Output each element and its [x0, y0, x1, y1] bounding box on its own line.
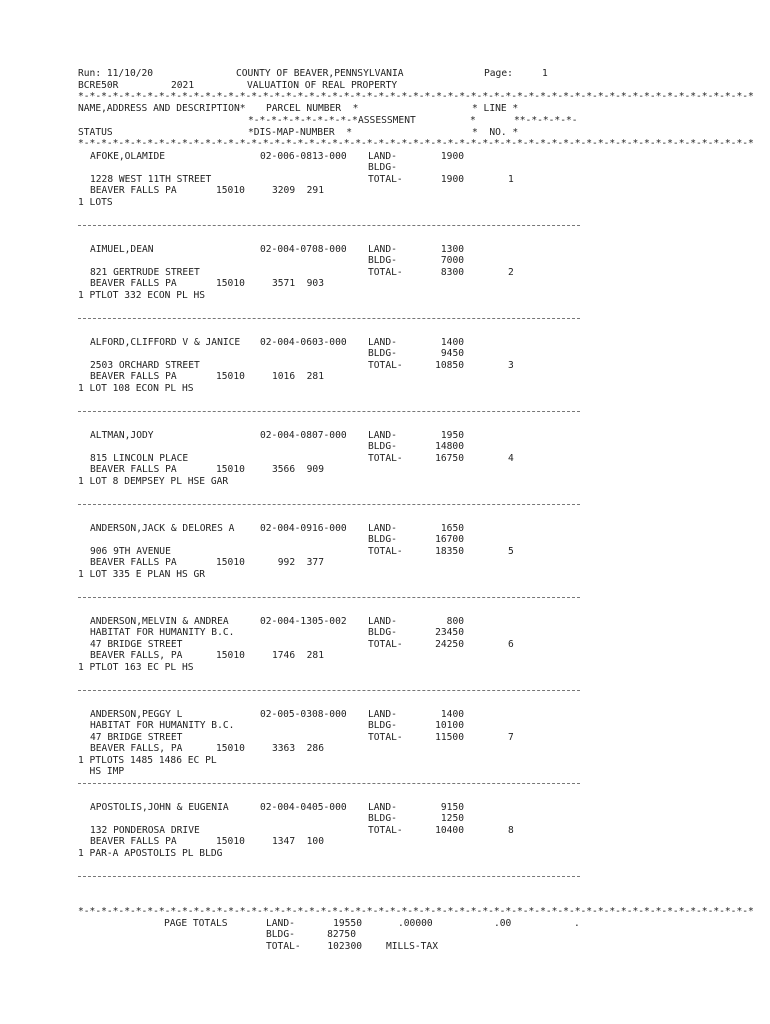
total-label: TOTAL- [368, 732, 403, 743]
assessment-star: * [470, 115, 476, 126]
record-total: 10400 [435, 825, 464, 836]
line-separator: **-*-*-*-*- [514, 115, 578, 126]
star-rule-top: *-*-*-*-*-*-*-*-*-*-*-*-*-*-*-*-*-*-*-*-*-*-*-*-*-*-*-*-*-*-*-*-*-*-*-*-*-*-*-*-*-*-*-*-*-*-*-*-*-*-*-*-*-*-*-*-*-*-* [78, 91, 754, 102]
record-bldg: 7000 [440, 255, 464, 266]
totals-bldg: 82750 [327, 929, 356, 940]
totals-total-label: TOTAL- [266, 941, 301, 952]
record-total: 24250 [435, 639, 464, 650]
total-label: TOTAL- [368, 360, 403, 371]
star-rule-header: *-*-*-*-*-*-*-*-*-*-*-*-*-*-*-*-*-*-*-*-*-*-*-*-*-*-*-*-*-*-*-*-*-*-*-*-*-*-*-*-*-*-*-*-*-*-*-*-*-*-*-*-*-*-*-*-*-*-* [78, 138, 754, 149]
record-land: 1900 [440, 151, 464, 162]
land-label: LAND- [368, 337, 397, 348]
record-total: 8300 [440, 267, 464, 278]
page-number: 1 [542, 68, 548, 79]
report-year: 2021 [171, 80, 195, 91]
record-city: BEAVER FALLS PA [90, 836, 177, 847]
record-bldg: 23450 [435, 627, 464, 638]
record-city: BEAVER FALLS PA [90, 185, 177, 196]
record-parcel: 02-004-0916-000 [260, 523, 347, 534]
record-total: 10850 [435, 360, 464, 371]
record-divider [78, 318, 580, 319]
page-label: Page: [484, 68, 513, 79]
star-rule-bottom: *-*-*-*-*-*-*-*-*-*-*-*-*-*-*-*-*-*-*-*-*-*-*-*-*-*-*-*-*-*-*-*-*-*-*-*-*-*-*-*-*-*-*-*-*-*-*-*-*-*-*-*-*-*-*-*-*-*-* [78, 906, 754, 917]
total-label: TOTAL- [368, 546, 403, 557]
report-title: VALUATION OF REAL PROPERTY [247, 80, 398, 91]
record-city: BEAVER FALLS PA [90, 371, 177, 382]
record-bldg: 10100 [435, 720, 464, 731]
record-name: ANDERSON,MELVIN & ANDREA [90, 616, 229, 627]
record-zip: 15010 [216, 743, 245, 754]
record-desc1: 1 PTLOT 332 ECON PL HS [78, 290, 206, 301]
record-addr2: 2503 ORCHARD STREET [90, 360, 200, 371]
record-desc1: 1 LOT 108 ECON PL HS [78, 383, 194, 394]
record-parcel: 02-004-1305-002 [260, 616, 347, 627]
record-land: 1400 [440, 337, 464, 348]
tax-amount: .00 [494, 918, 512, 929]
record-map: 3566 909 [272, 464, 324, 475]
record-name: ANDERSON,PEGGY L [90, 709, 183, 720]
record-total: 11500 [435, 732, 464, 743]
total-label: TOTAL- [368, 825, 403, 836]
record-addr2: 132 PONDEROSA DRIVE [90, 825, 200, 836]
record-zip: 15010 [216, 650, 245, 661]
record-addr2: 1228 WEST 11TH STREET [90, 174, 212, 185]
record-land: 800 [446, 616, 464, 627]
record-total: 18350 [435, 546, 464, 557]
record-line-number: 8 [508, 825, 514, 836]
mills-rate: .00000 [398, 918, 433, 929]
record-divider [78, 504, 580, 505]
record-map: 1746 281 [272, 650, 324, 661]
record-divider [78, 690, 580, 691]
totals-land-label: LAND- [266, 918, 295, 929]
total-label: TOTAL- [368, 174, 403, 185]
record-desc1: 1 PAR-A APOSTOLIS PL BLDG [78, 848, 223, 859]
county-title: COUNTY OF BEAVER,PENNSYLVANIA [236, 68, 404, 79]
land-label: LAND- [368, 430, 397, 441]
record-name: APOSTOLIS,JOHN & EUGENIA [90, 802, 229, 813]
run-date: Run: 11/10/20 [78, 68, 154, 79]
record-name: ALTMAN,JODY [90, 430, 154, 441]
record-bldg: 9450 [440, 348, 464, 359]
record-zip: 15010 [216, 278, 245, 289]
column-assessment: ASSESSMENT [358, 115, 416, 126]
bldg-label: BLDG- [368, 348, 397, 359]
record-map: 1016 281 [272, 371, 324, 382]
record-desc1: 1 LOT 8 DEMPSEY PL HSE GAR [78, 476, 229, 487]
record-bldg: 1250 [440, 813, 464, 824]
record-name: AIMUEL,DEAN [90, 244, 154, 255]
record-land: 1400 [440, 709, 464, 720]
land-label: LAND- [368, 151, 397, 162]
record-city: BEAVER FALLS PA [90, 278, 177, 289]
totals-total: 102300 [327, 941, 362, 952]
report-code: BCRE50R [78, 80, 119, 91]
record-zip: 15010 [216, 185, 245, 196]
record-addr2: 47 BRIDGE STREET [90, 732, 183, 743]
bldg-label: BLDG- [368, 534, 397, 545]
land-label: LAND- [368, 244, 397, 255]
record-addr2: 906 9TH AVENUE [90, 546, 171, 557]
record-land: 1950 [440, 430, 464, 441]
record-parcel: 02-005-0308-000 [260, 709, 347, 720]
record-bldg: 16700 [435, 534, 464, 545]
record-city: BEAVER FALLS, PA [90, 650, 183, 661]
column-dis-map: *DIS-MAP-NUMBER * [248, 127, 352, 138]
record-line-number: 4 [508, 453, 514, 464]
record-parcel: 02-004-0708-000 [260, 244, 347, 255]
record-addr1: HABITAT FOR HUMANITY B.C. [90, 720, 235, 731]
record-bldg: 14800 [435, 441, 464, 452]
total-label: TOTAL- [368, 267, 403, 278]
record-desc1: 1 PTLOT 163 EC PL HS [78, 662, 194, 673]
column-name: NAME,ADDRESS AND DESCRIPTION* [78, 103, 246, 114]
column-status: STATUS [78, 127, 113, 138]
column-line: * LINE * [472, 103, 519, 114]
record-land: 9150 [440, 802, 464, 813]
bldg-label: BLDG- [368, 720, 397, 731]
totals-bldg-label: BLDG- [266, 929, 295, 940]
column-parcel: PARCEL NUMBER * [266, 103, 359, 114]
bldg-label: BLDG- [368, 441, 397, 452]
record-map: 1347 100 [272, 836, 324, 847]
record-addr2: 815 LINCOLN PLACE [90, 453, 189, 464]
record-line-number: 6 [508, 639, 514, 650]
mills-tax-label: MILLS-TAX [386, 941, 438, 952]
land-label: LAND- [368, 802, 397, 813]
record-line-number: 3 [508, 360, 514, 371]
record-zip: 15010 [216, 557, 245, 568]
record-city: BEAVER FALLS, PA [90, 743, 183, 754]
record-addr1: HABITAT FOR HUMANITY B.C. [90, 627, 235, 638]
record-zip: 15010 [216, 371, 245, 382]
record-city: BEAVER FALLS PA [90, 464, 177, 475]
record-divider [78, 876, 580, 877]
record-map: 3571 903 [272, 278, 324, 289]
record-divider [78, 411, 580, 412]
record-line-number: 5 [508, 546, 514, 557]
record-land: 1300 [440, 244, 464, 255]
record-desc1: 1 LOTS [78, 197, 113, 208]
record-desc1: 1 LOT 335 E PLAN HS GR [78, 569, 206, 580]
record-land: 1650 [440, 523, 464, 534]
record-desc1: 1 PTLOTS 1485 1486 EC PL [78, 755, 217, 766]
column-no: * NO. * [472, 127, 519, 138]
trailing-dot: . [574, 918, 580, 929]
bldg-label: BLDG- [368, 627, 397, 638]
record-name: AFOKE,OLAMIDE [90, 151, 166, 162]
totals-land: 19550 [333, 918, 362, 929]
record-line-number: 7 [508, 732, 514, 743]
record-desc2: HS IMP [78, 766, 125, 777]
total-label: TOTAL- [368, 639, 403, 650]
record-line-number: 2 [508, 267, 514, 278]
record-parcel: 02-004-0807-000 [260, 430, 347, 441]
star-separator: *-*-*-*-*-*-*-*-*-* [248, 115, 358, 126]
record-zip: 15010 [216, 464, 245, 475]
record-name: ANDERSON,JACK & DELORES A [90, 523, 235, 534]
page-totals-label: PAGE TOTALS [164, 918, 228, 929]
record-total: 1900 [440, 174, 464, 185]
record-parcel: 02-006-0813-000 [260, 151, 347, 162]
land-label: LAND- [368, 523, 397, 534]
record-map: 3209 291 [272, 185, 324, 196]
record-city: BEAVER FALLS PA [90, 557, 177, 568]
bldg-label: BLDG- [368, 813, 397, 824]
record-zip: 15010 [216, 836, 245, 847]
record-map: 992 377 [272, 557, 324, 568]
record-divider [78, 597, 580, 598]
total-label: TOTAL- [368, 453, 403, 464]
record-addr2: 821 GERTRUDE STREET [90, 267, 200, 278]
bldg-label: BLDG- [368, 255, 397, 266]
record-map: 3363 286 [272, 743, 324, 754]
record-parcel: 02-004-0405-000 [260, 802, 347, 813]
record-divider [78, 783, 580, 784]
record-parcel: 02-004-0603-000 [260, 337, 347, 348]
record-divider [78, 225, 580, 226]
bldg-label: BLDG- [368, 162, 397, 173]
record-addr2: 47 BRIDGE STREET [90, 639, 183, 650]
record-total: 16750 [435, 453, 464, 464]
land-label: LAND- [368, 709, 397, 720]
record-line-number: 1 [508, 174, 514, 185]
record-name: ALFORD,CLIFFORD V & JANICE [90, 337, 241, 348]
land-label: LAND- [368, 616, 397, 627]
